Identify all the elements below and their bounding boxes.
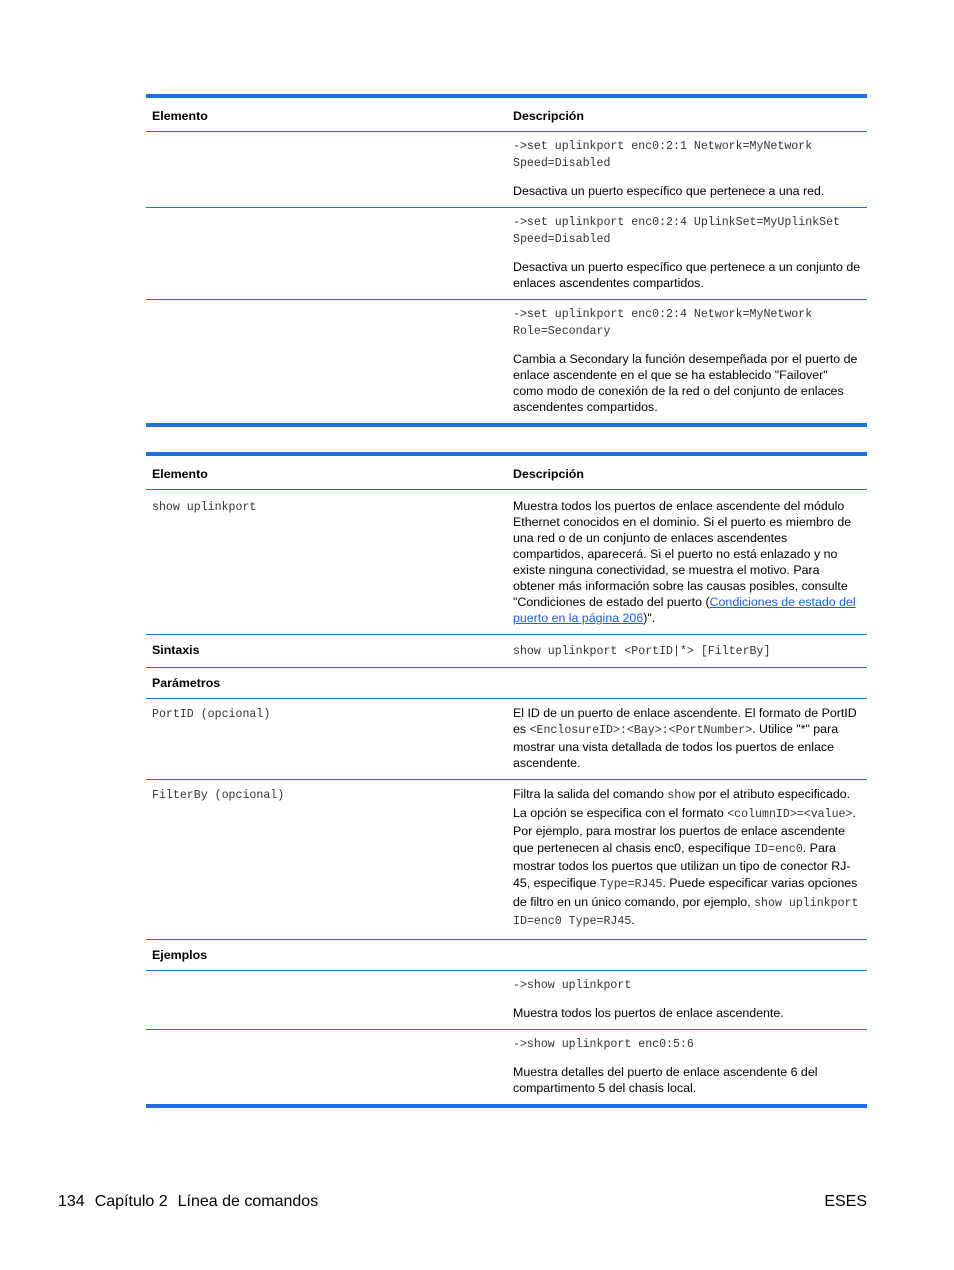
command-name: show uplinkport bbox=[152, 501, 257, 514]
param-name: PortID (opcional) bbox=[152, 708, 271, 721]
example-description: Desactiva un puerto específico que pertenece a una red. bbox=[513, 184, 825, 198]
examples-label: Ejemplos bbox=[152, 947, 208, 962]
example-command: ->set uplinkport enc0:2:1 Network=MyNetwork Speed=Disabled bbox=[513, 140, 813, 170]
syntax-label: Sintaxis bbox=[152, 643, 200, 657]
syntax-row bbox=[146, 635, 867, 668]
param-description: Filtra la salida del comando show por el atributo especificado. La opción se especifica con el formato <columnID>=<value>. Por ejemplo, para mostrar los puertos de enlace ascendente que pertenecen al chasis enc0, especifique ID=enc0. Para mostrar todos los puertos que utilizan un tipo de conector RJ-45, especifique Type=RJ45. Puede especificar varias opciones de filtro en un único comando, por ejemplo, show uplinkport ID=enc0 Type=RJ45. bbox=[513, 787, 859, 929]
example-command: ->show uplinkport enc0:5:6 bbox=[513, 1037, 694, 1051]
example-command: ->set uplinkport enc0:2:4 Network=MyNetwork Role=Secondary bbox=[513, 308, 813, 338]
examples-label-row bbox=[146, 939, 867, 970]
page-footer bbox=[58, 1192, 318, 1212]
table-row bbox=[146, 132, 867, 208]
table-row bbox=[146, 970, 867, 1029]
parameters-row bbox=[146, 668, 867, 699]
table-row bbox=[146, 1029, 867, 1106]
example-command: ->show uplinkport bbox=[513, 978, 632, 992]
example-description: Desactiva un puerto específico que pertenece a un conjunto de enlaces ascendentes compartidos. bbox=[513, 260, 861, 290]
chapter-label: Capítulo 2 bbox=[94, 1193, 168, 1210]
port-status-conditions-link[interactable]: Condiciones de estado del puerto en la página 206 bbox=[513, 595, 856, 625]
table-row bbox=[146, 300, 867, 426]
show-uplinkport-table bbox=[146, 452, 867, 1108]
examples-table-continued bbox=[146, 94, 867, 427]
chapter-title: Línea de comandos bbox=[177, 1193, 319, 1210]
column-header-descripcion: Descripción bbox=[513, 467, 584, 481]
example-command: ->set uplinkport enc0:2:4 UplinkSet=MyUplinkSet Speed=Disabled bbox=[513, 216, 840, 246]
column-header-elemento: Elemento bbox=[152, 467, 208, 481]
page-number: 134 bbox=[58, 1193, 85, 1210]
table-row bbox=[146, 208, 867, 300]
example-description: Cambia a Secondary la función desempeñada por el puerto de enlace ascendente en el que se ha establecido "Failover" como modo de conexión de la red o del conjunto de enlaces ascendentes compartidos. bbox=[513, 352, 858, 414]
param-name: FilterBy (opcional) bbox=[152, 789, 285, 802]
example-description: Muestra todos los puertos de enlace ascendente. bbox=[513, 1005, 784, 1020]
param-row-portid bbox=[146, 699, 867, 780]
param-row-filterby bbox=[146, 780, 867, 940]
locale-code: ESES bbox=[824, 1193, 867, 1210]
syntax-value: show uplinkport <PortID|*> [FilterBy] bbox=[513, 645, 771, 658]
parameters-label: Parámetros bbox=[152, 676, 221, 690]
param-description: El ID de un puerto de enlace ascendente. El formato de PortID es <EnclosureID>:<Bay>:<PortNumber>. Utilice "*" para mostrar una vista detallada de todos los puertos de enlace ascendente. bbox=[513, 706, 857, 770]
column-header-descripcion: Descripción bbox=[513, 109, 584, 123]
command-row bbox=[146, 490, 867, 635]
example-description: Muestra detalles del puerto de enlace ascendente 6 del compartimento 5 del chasis local. bbox=[513, 1064, 818, 1095]
command-description: Muestra todos los puertos de enlace ascendente del módulo Ethernet conocidos en el dominio. Si el puerto es miembro de una red o de un conjunto de enlaces ascendentes compartidos, aparecerá. Si el puerto no está enlazado y no existe ninguna conectividad, se muestra el motivo. Para obtener más información sobre las causas posibles, consulte "Condiciones de estado del puerto (Condiciones de estado del puerto en la página 206)". bbox=[513, 499, 856, 625]
column-header-elemento: Elemento bbox=[152, 109, 208, 123]
